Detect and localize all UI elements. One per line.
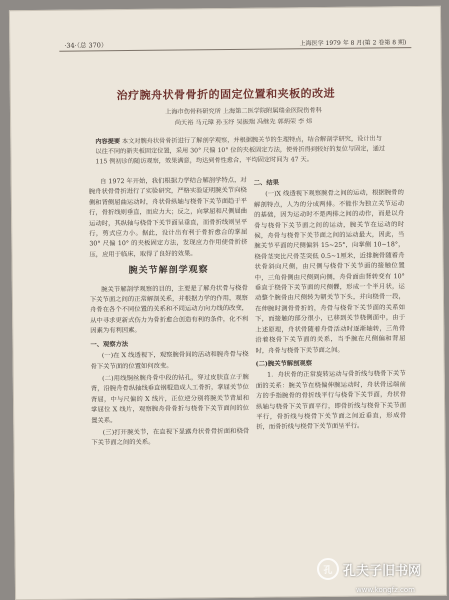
right-column <box>254 174 407 435</box>
header-rule <box>59 47 411 52</box>
watermark-url: www.kongfz.com <box>355 586 415 594</box>
method-paragraph-2: (二)用线铜丝腕舟骨中段的钻孔，穿过皮肤直立于腕背，沿腕舟骨纵轴线垂直钢棍造成人工骨折，掌屈关节位背屈，中与尺偏的 X 线片，正位逆分别将腕关节背屈和掌屈位 X 线片，观察腕舟骨骨折与桡骨下关节面间的位置关系。 <box>90 373 250 424</box>
kongfz-logo-icon: 孔 <box>317 558 339 580</box>
subsection-anatomy: (二)腕关节解剖观察 <box>255 360 313 368</box>
watermark-brand: 孔夫子旧书网 <box>342 563 421 579</box>
author-block <box>115 104 372 129</box>
page-header-right: 上海医学 1979 年 8 月(第 2 卷第 8 期) <box>299 39 407 48</box>
abstract-text: 本文对腕舟状骨骨折进行了解剖学观察，并根据腕关节的生理特点，结合解剖学研究，设计出与以往不同的新夹板固定位置，采用 30° 尺偏 10° 位的夹板固定方法，使骨折得到较好的复位与固定，通过 115 例初诊的随访观察，效果满意，均达到骨性愈合，平均固定时间为 47 天。 <box>95 135 386 166</box>
author-names: 尚天裕 马元璋 孙玉纾 吴振瑞 冯继先 郭炳荣 李 炜 <box>174 118 313 127</box>
intro-paragraph: 自 1972 年开始，我们根据力学结合解剖学特点，对腕舟状骨骨折进行了实验研究，严格实验证明腕关节向桡侧和背侧屈曲运动时，舟状骨纵轴与桡骨下关节面趋于平行，骨折线则垂直，而应力大；反之，向掌屈和尺侧屈曲运动时，其纵轴与桡骨下关节面呈垂直，而骨折线则呈平行，剪式应力小。据此，设计出有利于骨折愈合的掌屈 30° 尺偏 10° 的夹板固定方法，发现应力作用使骨折挤压，应用于临床，取得了良好的效果。 <box>88 176 248 259</box>
section-intro: 腕关节解剖学观察的目的，主要是了解舟状骨与桡骨下关节面之间的正常解剖关系，并根据力学的作用，观察舟骨在各个不同位置的关系和不同运动方向力线的改变，从中寻求更新式伤力为骨折愈合创造有利的条件，化不利因素为有利因素。 <box>89 284 249 335</box>
subsection-results: 二、结果 <box>253 179 279 187</box>
author-affiliation: 上海市伤骨科研究所 上海第二医学院附属瑞金医院伤骨科 <box>165 107 322 116</box>
method-paragraph-1: (一)在 X 线透视下，观察腕骨间的活动和腕舟骨与桡骨下关节面的位置如何改变。 <box>90 350 249 370</box>
result-paragraph-2: 1．舟状骨的正常旋转运动与骨折线与桡骨下关节面的关系：腕关节在桡偏伸腕运动时，舟状骨远端前方的手指腕骨的骨折线平行与桡骨下关节面，舟状骨纵轴与桡骨下关节面平行，即骨折线与桡骨下关节面平行，骨折线与桡骨下关节面之间近垂直，形成骨折，而骨折线与桡骨下关节面呈平行。 <box>255 370 407 432</box>
method-paragraph-3: (三)打开腕关节，在直视下显露舟状骨骨折面和桡骨下关节面之间的关系。 <box>91 427 250 447</box>
abstract-label: 内容提要 <box>95 138 121 146</box>
subsection-methods: 一、观察方法 <box>90 340 129 349</box>
section-title: 腕关节解剖学观察 <box>128 265 209 277</box>
article-title: 治疗腕舟状骨骨折的固定位置和夹板的改进 <box>116 86 336 103</box>
page-header-left: ·34·（总 370） <box>64 41 108 50</box>
left-column <box>89 176 250 451</box>
result-paragraph-1: (一)X 线透视下观察腕骨之间的运动，根据腕骨的解剖特点，人为的分成两排。不能作为独立关节运动的基础，因为运动时不是两排之间的动作，而是以舟骨与桡骨下关节面之间的运动，腕关节在运动的时候，舟骨与桡骨下关节面之间的运动最大，因此，当腕关节平面的尺侧偏斜 15~25°，向掌侧 10~18°，桡骨茎突比尺骨茎突低 0.5~1厘米，近排腕骨随着舟状骨斜向尺侧，由尺侧与桡骨下关节面的接触位置中，三角骨侧由尺侧到向侧，舟骨面由背转变有 10° 垂直于桡骨下关节面的尺侧髁，形成一个半月状，运动整个腕骨由尺侧转为朝关节下头，并向桡骨一段，在伸腕时测骨骨折的，舟骨与桡骨下关节面的关系如下，而接触的部分很小，已移到关节桡侧面中，由于上述原理，舟状骨随着舟骨活动时逐渐轴转，三角骨沿着桡骨下关节面的关系，当手腕在尺侧偏和背屈时，舟骨与桡骨下关节面之间。 <box>253 189 406 355</box>
watermark-logo <box>317 558 421 580</box>
abstract-block <box>95 134 387 167</box>
document-page <box>9 6 447 600</box>
